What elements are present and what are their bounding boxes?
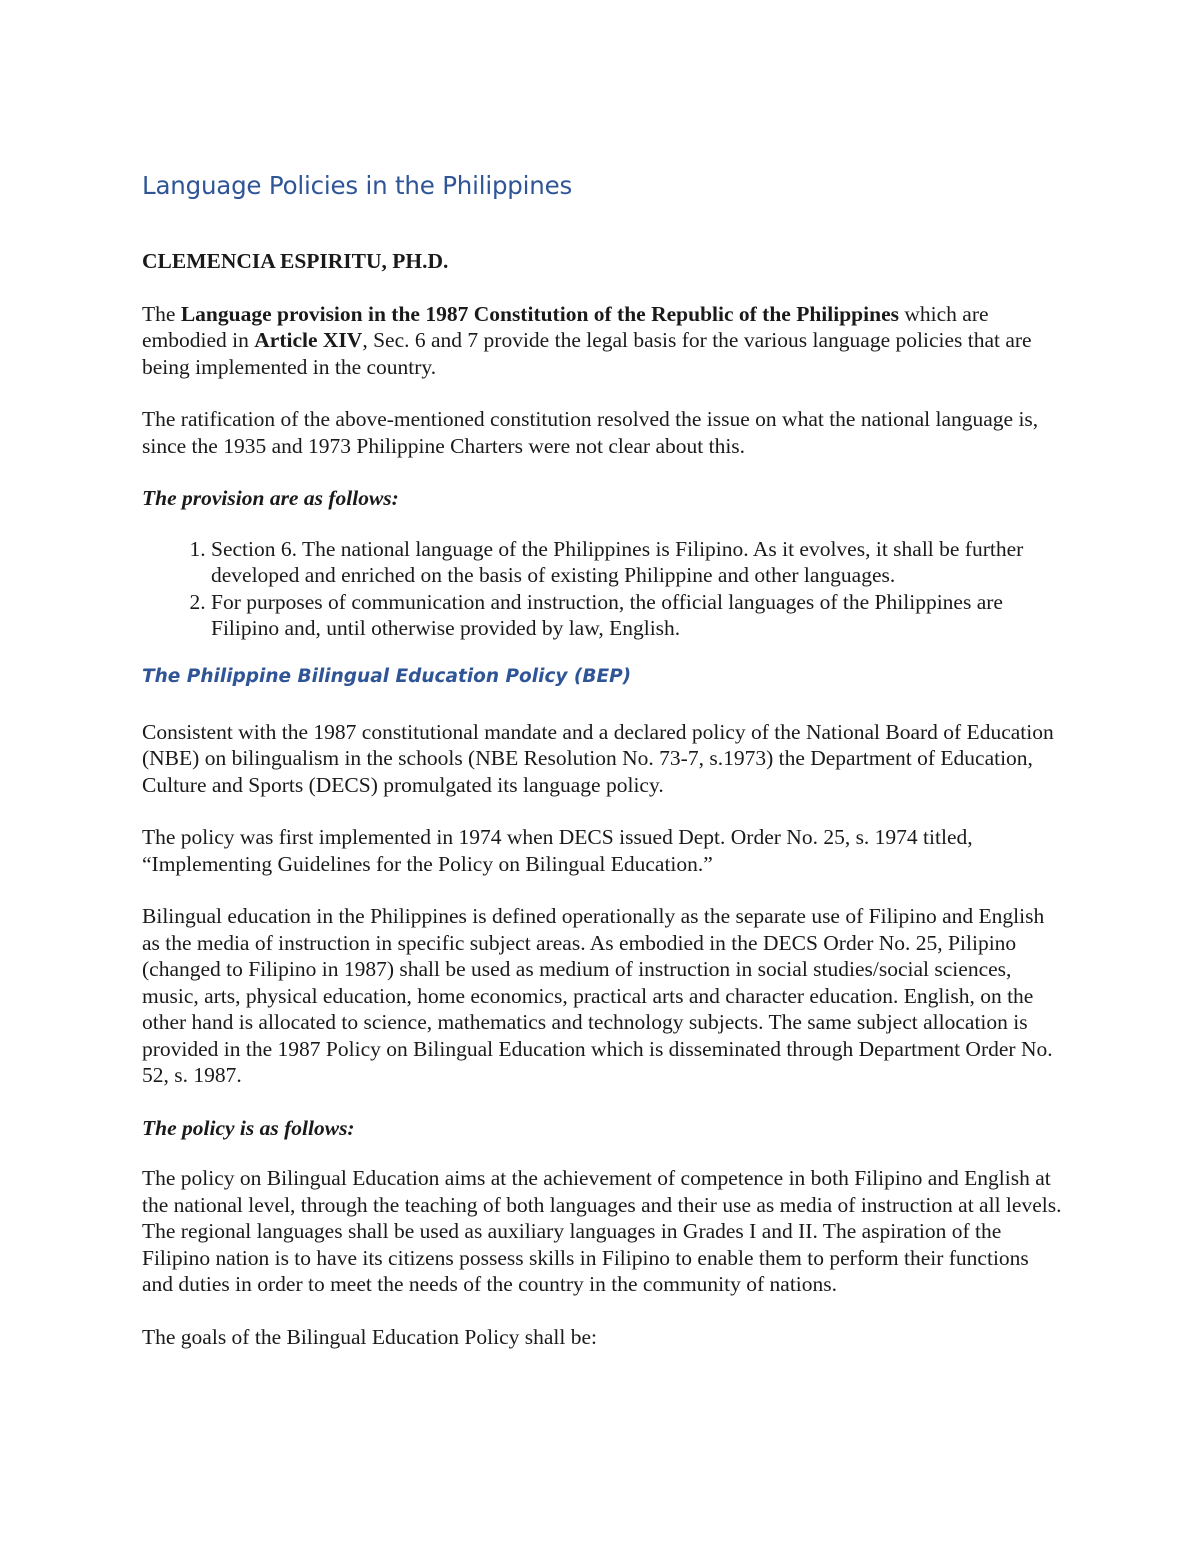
author-name: CLEMENCIA ESPIRITU, PH.D.	[142, 249, 449, 273]
policy-paragraph: The policy on Bilingual Education aims at the achievement of competence in both Filipino and English at the national level, through the teaching of both languages and their use as media of instruction at all levels. The regional languages shall be used as auxiliary languages in Grades I and II. The aspiration of the Filipino nation is to have its citizens possess skills in Filipino to enable them to perform their functions and duties in order to meet the needs of the country in the community of nations.	[142, 1166, 1062, 1296]
policy-heading: The policy is as follows:	[142, 1115, 355, 1140]
intro-paragraph-1	[142, 301, 1062, 381]
bep-paragraph-2: The policy was first implemented in 1974 when DECS issued Dept. Order No. 25, s. 1974 titled, “Implementing Guidelines for the Policy on Bilingual Education.”	[142, 825, 973, 876]
provision-heading: The provision are as follows:	[142, 486, 399, 510]
document-title: Language Policies in the Philippines	[142, 171, 573, 200]
goals-intro: The goals of the Bilingual Education Policy shall be:	[142, 1324, 597, 1349]
list-item: 2. For purposes of communication and instruction, the official languages of the Philippines are Filipino and, until otherwise provided by law, English.	[211, 589, 1062, 642]
intro-paragraph-2: The ratification of the above-mentioned constitution resolved the issue on what the national language is, since the 1935 and 1973 Philippine Charters were not clear about this.	[142, 407, 1039, 458]
list-item: 1. Section 6. The national language of the Philippines is Filipino. As it evolves, it shall be further developed and enriched on the basis of existing Philippine and other languages.	[211, 536, 1062, 589]
intro-text-suffix: , Sec. 6 and 7 provide the legal basis for the various language policies that are being implemented in the country.	[142, 328, 1032, 379]
provision-list	[142, 536, 1062, 642]
intro-text-prefix: The	[142, 301, 181, 326]
bep-paragraph-1: Consistent with the 1987 constitutional mandate and a declared policy of the National Board of Education (NBE) on bilingualism in the schools (NBE Resolution No. 73-7, s.1973) the Department of Education, Culture and Sports (DECS) promulgated its language policy.	[142, 719, 1054, 797]
document-body	[142, 168, 1062, 1376]
intro-bold-constitution: Language provision in the 1987 Constitution of the Republic of the Philippines	[180, 301, 899, 326]
bep-heading: The Philippine Bilingual Education Policy (BEP)	[142, 665, 632, 687]
bep-paragraph-3: Bilingual education in the Philippines is defined operationally as the separate use of Filipino and English as the media of instruction in specific subject areas. As embodied in the DECS Order No. 25, Pilipino (changed to Filipino in 1987) shall be used as medium of instruction in social studies/social sciences, music, arts, physical education, home economics, practical arts and character education. English, on the other hand is allocated to science, mathematics and technology subjects. The same subject allocation is provided in the 1987 Policy on Bilingual Education which is disseminated through Department Order No. 52, s. 1987.	[142, 904, 1053, 1087]
intro-bold-article: Article XIV	[254, 328, 363, 352]
intro-text-mid: which are embodied in	[142, 301, 989, 352]
